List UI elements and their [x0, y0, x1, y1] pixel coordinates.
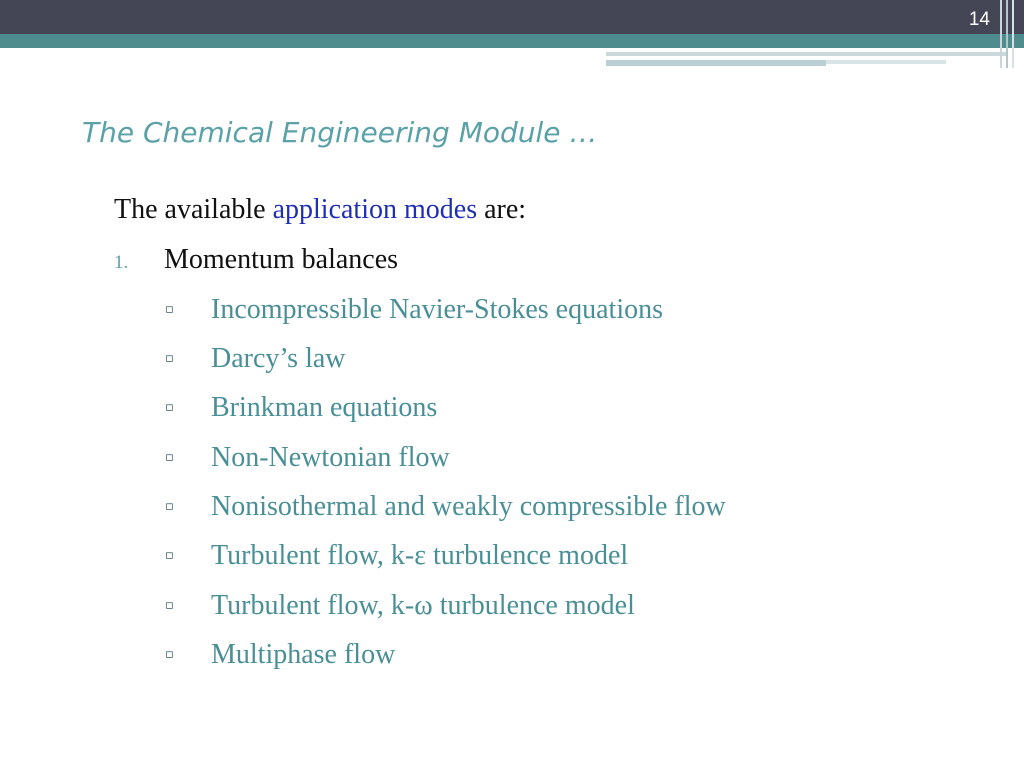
list-item-text: Turbulent flow, k-ε turbulence model [211, 540, 629, 571]
square-bullet-icon: ▫ [165, 647, 174, 662]
header-bar [0, 0, 1024, 34]
square-bullet-icon: ▫ [165, 351, 174, 366]
square-bullet-icon: ▫ [165, 548, 174, 563]
decorative-vertical-line [1012, 0, 1014, 68]
list-number: 1. [114, 252, 129, 273]
decorative-stripe [826, 60, 946, 64]
header-accent-band [0, 34, 1024, 48]
decorative-vertical-line [1006, 0, 1008, 68]
list-item-text: Brinkman equations [211, 392, 438, 423]
page-number: 14 [968, 9, 990, 30]
intro-suffix: are: [477, 194, 527, 225]
decorative-stripe [606, 60, 826, 66]
list-item-text: Multiphase flow [211, 639, 396, 670]
slide-title: The Chemical Engineering Module … [82, 116, 598, 149]
decorative-stripe [606, 52, 1006, 56]
square-bullet-icon: ▫ [165, 598, 174, 613]
list-item-text: Non-Newtonian flow [211, 442, 450, 473]
square-bullet-icon: ▫ [165, 400, 174, 415]
square-bullet-icon: ▫ [165, 302, 174, 317]
intro-prefix: The available [114, 194, 273, 225]
list-item-text: Darcy’s law [211, 343, 346, 374]
list-item-text: Incompressible Navier-Stokes equations [211, 294, 663, 325]
square-bullet-icon: ▫ [165, 499, 174, 514]
numbered-item-text: Momentum balances [164, 244, 399, 275]
application-modes-link[interactable]: application modes [272, 194, 478, 225]
square-bullet-icon: ▫ [165, 450, 174, 465]
decorative-vertical-line [1000, 0, 1002, 68]
list-item-text: Turbulent flow, k-ω turbulence model [211, 590, 635, 621]
intro-line [114, 194, 526, 226]
list-item-text: Nonisothermal and weakly compressible flow [211, 491, 726, 522]
